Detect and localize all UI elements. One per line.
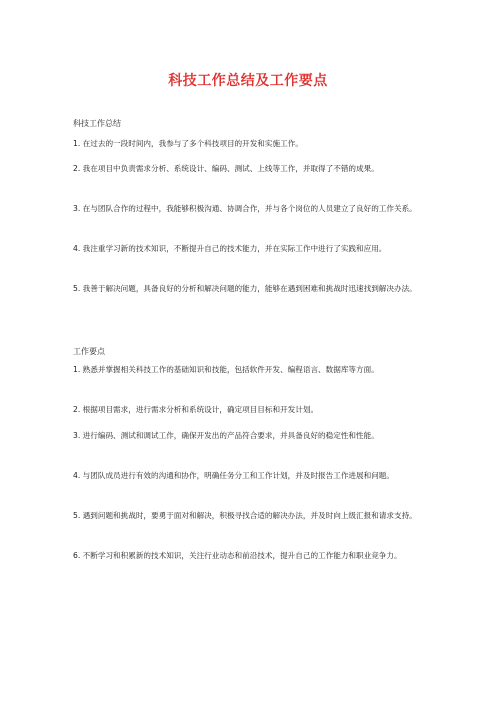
section-heading-keypoints: 工作要点 [73, 347, 105, 356]
keypoint-item-5: 5. 遇到问题和挑战时，要勇于面对和解决，积极寻找合适的解决办法，并及时向上级汇报和请求支持。 [73, 511, 417, 520]
summary-item-5: 5. 我善于解决问题，具备良好的分析和解决问题的能力，能够在遇到困难和挑战时迅速找到解决办法。 [73, 284, 417, 293]
summary-item-4: 4. 我注重学习新的技术知识，不断提升自己的技术能力，并在实际工作中进行了实践和应用。 [73, 244, 387, 253]
summary-item-2: 2. 我在项目中负责需求分析、系统设计、编码、测试、上线等工作，并取得了不错的成果。 [73, 164, 379, 173]
keypoint-item-1: 1. 熟悉并掌握相关科技工作的基础知识和技能，包括软件开发、编程语言、数据库等方面。 [73, 365, 379, 374]
keypoint-item-3: 3. 进行编码、测试和调试工作，确保开发出的产品符合要求，并具备良好的稳定性和性能。 [73, 431, 379, 440]
summary-item-3: 3. 在与团队合作的过程中，我能够积极沟通、协调合作，并与各个岗位的人员建立了良好的工作关系。 [73, 204, 417, 213]
summary-item-1: 1. 在过去的一段时间内，我参与了多个科技项目的开发和实施工作。 [73, 139, 303, 148]
keypoint-item-6: 6. 不断学习和积累新的技术知识，关注行业动态和前沿技术，提升自己的工作能力和职业竞争力。 [73, 551, 402, 560]
keypoint-item-4: 4. 与团队成员进行有效的沟通和协作，明确任务分工和工作计划，并及时报告工作进展和问题。 [73, 471, 394, 480]
document-title: 科技工作总结及工作要点 [168, 73, 328, 89]
section-heading-summary: 科技工作总结 [73, 119, 121, 128]
keypoint-item-2: 2. 根据项目需求，进行需求分析和系统设计，确定项目目标和开发计划。 [73, 405, 319, 414]
